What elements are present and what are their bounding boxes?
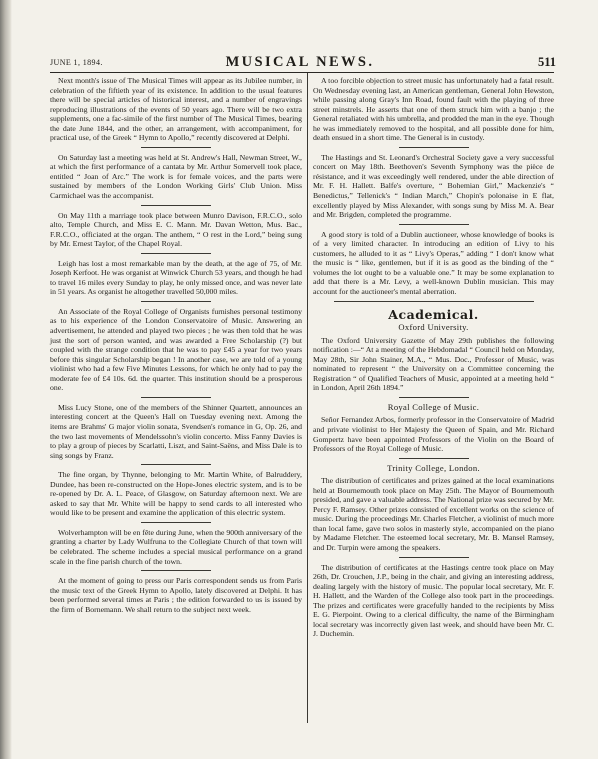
- article-separator: [399, 224, 469, 225]
- article-separator: [141, 205, 211, 206]
- article-separator: [399, 397, 469, 398]
- heading-trinity-college: Trinity College, London.: [387, 462, 480, 473]
- article-separator: [141, 301, 211, 302]
- article-leigh-kerfoot: Leigh has lost a most remarkable man by the death, at the age of 75, of Mr. Joseph Kerfoot. He was organist at Winwick Church 53 years, and though he had to travel 16 miles every Sunday to play, he only missed once, and was never late in 51 years. As organist he altogether travelled 50,000 miles.: [50, 258, 302, 297]
- article-dublin-auctioneer: A good story is told of a Dublin auctioneer, whose knowledge of books is of a very limited character. In introducing an edition of Livy to his customers, he alluded to it as “ Livy's Operas,” adding “ I don't know what the music is “ like, gentlemen, but if it is as good as the binding of the “ volumes the lot ought to be a valuable one.” It may be some explanation to add that there is a Mr. Levy, a well-known Dublin musician. This may account for the auctioneer's mental aberration.: [313, 229, 554, 296]
- article-london-conservatoire: An Associate of the Royal College of Organists furnishes personal testimony as to his experience of the London Conservatoire of Music. Answering an advertisement, he attended and played two pieces ; he was then told that he was just the sort of person wanted, and was awarded a Free Scholarship (?) but coupled with the strange condition that he was to pay £45 a year for two years before this singular Scholarship began ! In another case, we are told of a young violinist who had a few Five Minutes Lessons, for which he only had to pay the moderate fee of £4 10s. 6d. the quarter. This institution should be a prosperous one.: [50, 306, 302, 393]
- article-street-music: A too forcible objection to street music has unfortunately had a fatal result. On Wednesday evening last, an American gentleman, General John Hewston, while passing along Gray's Inn Road, found fault with the playing of three street minstrels. He asserts that one of them struck him with a banjo ; the General retaliated with his umbrella, and prodded the man in the eye. Though he was immediately removed to the hospital, and all possible done for him, death ensued in a short time. The General is in custody.: [313, 76, 554, 143]
- section-separator: [334, 301, 534, 302]
- article-hastings-orchestral: The Hastings and St. Leonard's Orchestral Society gave a very successful concert on May 18th. Beethoven's Seventh Symphony was the pièce de résistance, and it was exceedingly well rendered, under the able direction of Mr. F. H. Hallett. Balfe's overture, “ Bohemian Girl,” Mackenzie's “ Benedictus,” Tellenick's “ Indian March,” Chopin's polonaise in E flat, excellently played by Miss Alexander, with songs sung by Miss M. A. Bear and Mr. Brigden, completed the programme.: [313, 152, 554, 220]
- article-wolverhampton: Wolverhampton will be en fête during June, when the 900th anniversary of the granting a charter by Lady Wulfruna to the Collegiate Church of that town will be celebrated. The scheme includes a special musical performance on a grand scale in the fine parish church of the town.: [50, 527, 302, 566]
- article-thynne-organ: The fine organ, by Thynne, belonging to Mr. Martin White, of Balruddery, Dundee, has been re-constructed on the Hope-Jones electric system, and is to be re-opened by Dr. A. L. Peace, of Glasgow, on Saturday afternoon next. We are asked to say that Mr. White will be happy to send cards to all interested who would like to be present and examine the application of this electric system.: [50, 470, 302, 518]
- masthead-title: MUSICAL NEWS.: [225, 54, 375, 70]
- left-column: [50, 76, 302, 614]
- article-separator: [141, 464, 211, 465]
- column-divider: [307, 73, 308, 723]
- article-separator: [141, 397, 211, 398]
- page-number: 511: [537, 55, 556, 69]
- article-trinity-hastings: The distribution of certificates at the Hastings centre took place on May 26th, Dr. Crouchen, J.P., being in the chair, and giving an interesting address, dealing largely with the history of music. The popular local secretary, Mr. F. H. Hallett, and the Warden of the College also took part in the proceedings. The prizes and certificates were gracefully handed to the recipients by Miss E. G. Pierpoint. Owing to a clerical difficulty, the name of the Birmingham local secretary was incorrectly given last week, and should have been Mr. C. J. Duchemin.: [313, 562, 554, 639]
- heading-royal-college: Royal College of Music.: [387, 401, 480, 412]
- article-musical-times: Next month's issue of The Musical Times will appear as its Jubilee number, in celebration of the fiftieth year of its existence. In addition to the usual features there will be special articles of historical interest, and a number of engravings reproducing illustrations of the events of 50 years ago. There will be two extra supplements, one a fac-simile of the first number of The Musical Times, bearing the date June 1844, and the other, an arrangement, with accompaniment, for practical use, of the Greek “ Hymn to Apollo,” recently discovered at Delphi.: [50, 76, 302, 143]
- article-oxford-gazette: The Oxford University Gazette of May 29th publishes the following notification :—“ At a meeting of the Hebdomadal “ Council held on Monday, May 28th, Sir John Stainer, M.A., “ Mus. Doc., Professor of Music, was nominated to represent “ the University on a Committee concerning the Registration “ of Qualified Teachers of Music, appointed at a meeting held “ in London, April 26th 1894.”: [313, 335, 554, 393]
- heading-oxford-university: Oxford University.: [398, 322, 469, 333]
- article-paris-hymn: At the moment of going to press our Paris correspondent sends us from Paris the music text of the Greek Hymn to Apollo, lately discovered at Delphi. It has been performed several times at Paris ; the edition forwarded to us is issued by the firm of Bornemann. We shall return to the subject next week.: [50, 576, 302, 614]
- article-separator: [399, 458, 469, 459]
- article-separator: [399, 147, 469, 148]
- article-separator: [141, 522, 211, 523]
- article-trinity-bournemouth: The distribution of certificates and prizes gained at the local examinations held at Bournemouth took place on May 25th. The Mayor of Bournemouth presided, and gave a valuable address. The National prize was secured by Mr. Percy F. Ramsey. Other prizes consisted of excellent works on the science of music. During the proceedings Mr. Charles Fletcher, a violinist of much more than local fame, gave two solos in masterly style, accompanied on the piano by Madame Fletcher. The esteemed local secretary, Mr. B. Mansel Ramsey, and Dr. Turpin were among the speakers.: [313, 476, 554, 552]
- page-header: [40, 55, 560, 73]
- article-royal-college: Señor Fernandez Arbos, formerly professor in the Conservatoire of Madrid and private violinist to Her Majesty the Queen of Spain, and Mr. Richard Gompertz have been appointed Professors of the Violin on the Board of Professors of the Royal College of Music.: [313, 415, 554, 454]
- article-separator: [399, 557, 469, 558]
- article-separator: [141, 253, 211, 254]
- header-rule: [50, 72, 554, 73]
- page-binding-edge: [0, 0, 12, 759]
- article-marriage: On May 11th a marriage took place between Munro Davison, F.R.C.O., solo alto, Temple Church, and Miss E. C. Mann. Mr. Davan Wetton, Mus. Bac., F.R.C.O., officiated at the organ. The anthem, “ O rest in the Lord,” being sung by Mr. Ernest Taylor, of the Chapel Royal.: [50, 210, 302, 249]
- article-separator: [141, 147, 211, 148]
- section-title-academical: Academical.: [388, 307, 479, 323]
- issue-date: JUNE 1, 1894.: [50, 58, 103, 67]
- article-separator: [141, 570, 211, 571]
- article-st-andrews-hall: On Saturday last a meeting was held at St. Andrew's Hall, Newman Street, W., at which the first performance of a cantata by Mr. Arthur Somervell took place, entitled “ Joan of Arc.” The work is for female voices, and the parts were sustained by members of the London Working Girls' Club Union. Miss Carmichael was the accompanist.: [50, 152, 302, 201]
- right-column: [313, 76, 554, 639]
- article-lucy-stone: Miss Lucy Stone, one of the members of the Shinner Quartett, announces an interesting concert at the Queen's Hall on Tuesday evening next. Among the items are Brahms' G major violin sonata, Svendsen's romance in G, Op. 26, and the two last movements of Mendelssohn's violin concerto. Miss Fanny Davies is to play a group of pieces by Scarlatti, Liszt, and Saint-Saëns, and Miss Dale is to sing songs by Franz.: [50, 402, 302, 460]
